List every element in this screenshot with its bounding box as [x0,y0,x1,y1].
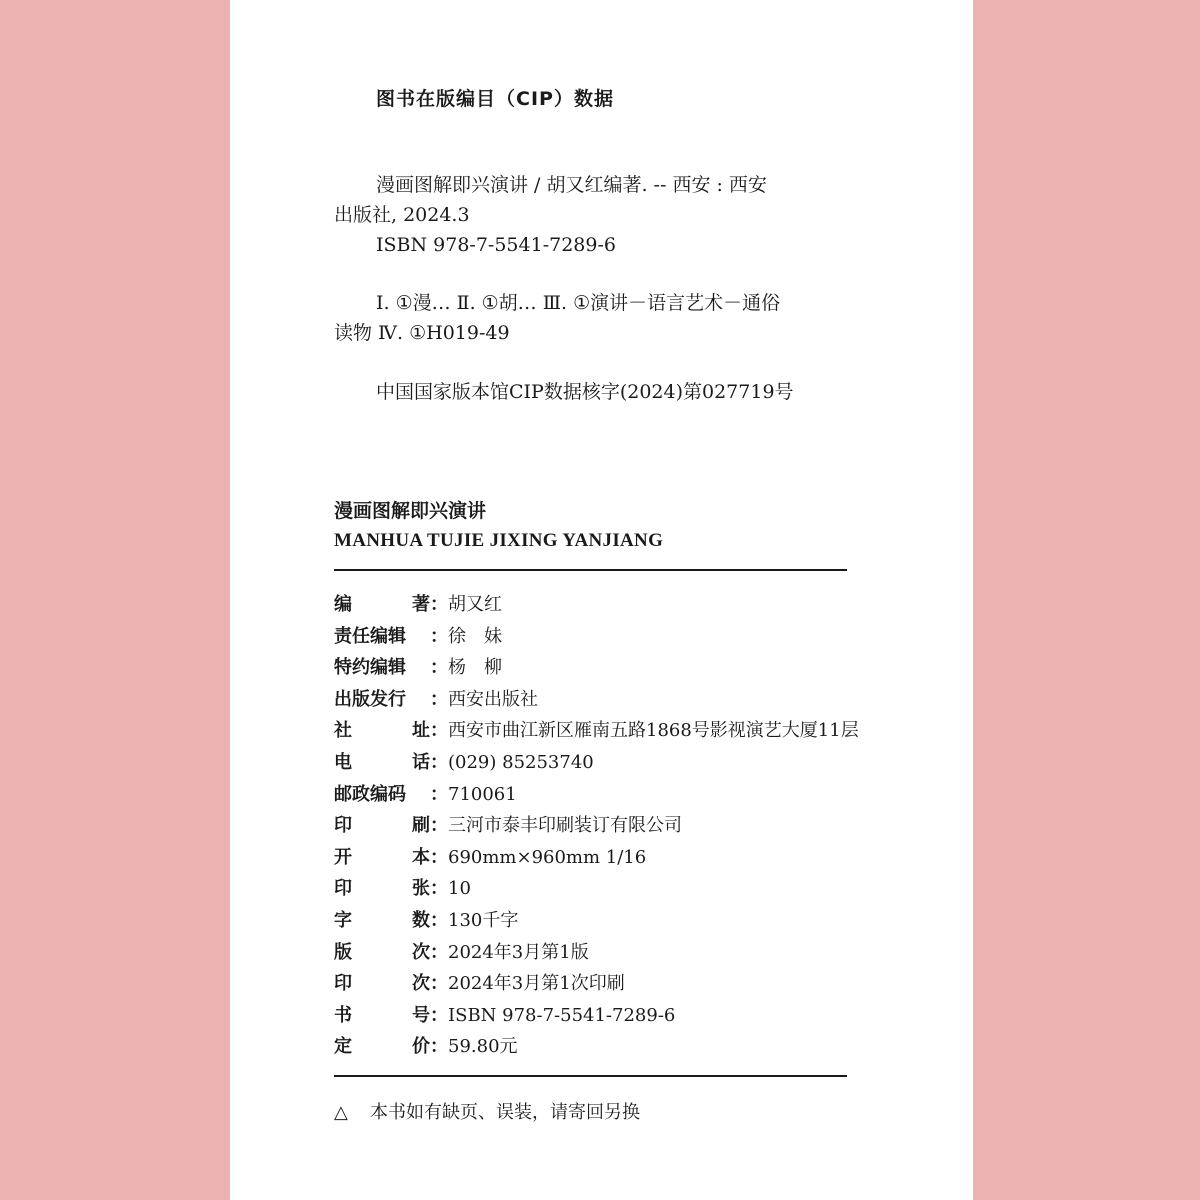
info-label [334,622,430,648]
info-label-part: 印 [334,973,352,995]
info-label [334,874,430,900]
info-label-part: 社 [334,720,352,742]
info-label [334,843,430,869]
info-label-part: 邮政编码 [334,783,406,805]
cip-classification [334,288,874,348]
info-colon: ： [430,783,448,805]
info-colon: ： [430,1036,448,1058]
info-label-part: 刷 [412,815,430,837]
info-value: 杨 柳 [448,657,502,679]
info-label-part: 次 [412,973,430,995]
info-row [334,685,934,717]
divider-bottom [334,1075,847,1077]
info-label-part: 话 [412,751,430,773]
info-colon: ： [430,846,448,868]
info-label [334,780,430,806]
info-label [334,653,430,679]
info-row [334,622,934,654]
info-value: 西安市曲江新区雁南五路1868号影视演艺大厦11层 [448,720,859,742]
notice [334,1098,640,1124]
info-value: 2024年3月第1版 [448,941,589,963]
info-label-part: 数 [412,909,430,931]
info-colon: ： [430,909,448,931]
info-label-part: 本 [412,846,430,868]
info-label-part: 价 [412,1036,430,1058]
info-row [334,716,934,748]
info-label-part: 址 [412,720,430,742]
info-label-part: 书 [334,1004,352,1026]
info-label [334,938,430,964]
cip-desc-line1: 漫画图解即兴演讲 / 胡又红编著. -- 西安 : 西安 [376,174,767,196]
info-label-part: 印 [334,815,352,837]
info-value: 胡又红 [448,594,502,615]
cip-check-number [334,377,874,407]
info-colon: ： [430,657,448,679]
info-row [334,780,934,812]
info-label-part: 出版发行 [334,688,406,710]
info-label [334,906,430,932]
info-label-part: 张 [412,878,430,900]
info-row [334,1032,934,1064]
info-value: 10 [448,878,471,900]
info-row [334,969,934,1001]
info-row [334,748,934,780]
info-label [334,969,430,995]
cip-isbn: ISBN 978-7-5541-7289-6 [376,234,616,256]
info-row [334,590,934,622]
info-colon: ： [430,973,448,995]
info-label-part: 著 [412,594,430,615]
info-value: 三河市泰丰印刷装订有限公司 [448,815,682,837]
info-label [334,1032,430,1058]
cip-class-line2: 读物 Ⅳ. ①H019-49 [334,322,510,344]
notice-text: 本书如有缺页、误装，请寄回另换 [370,1102,640,1123]
info-label-part: 特约编辑 [334,657,406,679]
info-label-part: 电 [334,751,352,773]
info-colon: ： [430,720,448,742]
info-label-part: 责任编辑 [334,625,406,647]
info-colon: ： [430,688,448,710]
info-label [334,685,430,711]
info-value: 710061 [448,783,517,805]
info-value: 徐 妹 [448,625,502,647]
info-label [334,1001,430,1027]
info-label-part: 开 [334,846,352,868]
info-colon: ： [430,878,448,900]
info-label [334,748,430,774]
info-row [334,938,934,970]
cip-check-line: 中国国家版本馆CIP数据核字(2024)第027719号 [376,381,794,403]
info-row [334,1001,934,1033]
info-value: 2024年3月第1次印刷 [448,973,625,995]
cip-heading: 图书在版编目（CIP）数据 [376,88,614,110]
info-row [334,906,934,938]
info-label-part: 字 [334,909,352,931]
cip-description [334,170,874,260]
info-value: 130千字 [448,909,519,931]
info-colon: ： [430,1004,448,1026]
info-label [334,590,430,616]
book-title-chinese: 漫画图解即兴演讲 [334,500,487,522]
info-colon: ： [430,941,448,963]
info-value: 59.80元 [448,1036,518,1058]
info-label [334,811,430,837]
book-title-pinyin: MANHUA TUJIE JIXING YANJIANG [334,530,664,551]
info-colon: ： [430,594,448,615]
info-label-part: 次 [412,941,430,963]
info-row [334,874,934,906]
info-row [334,653,934,685]
triangle-icon: △ [334,1102,348,1123]
info-label-part: 印 [334,878,352,900]
divider-top [334,569,847,571]
info-colon: ： [430,751,448,773]
info-label-part: 定 [334,1036,352,1058]
info-value: 西安出版社 [448,688,538,710]
info-row [334,811,934,843]
info-value: (029) 85253740 [448,751,594,773]
info-label-part: 号 [412,1004,430,1026]
info-label-part: 版 [334,941,352,963]
info-label [334,716,430,742]
info-value: 690mm×960mm 1/16 [448,846,647,868]
cip-desc-line2: 出版社, 2024.3 [334,204,470,226]
info-value: ISBN 978-7-5541-7289-6 [448,1004,676,1026]
info-row [334,843,934,875]
info-colon: ： [430,815,448,837]
info-label-part: 编 [334,594,352,615]
cip-class-line1: Ⅰ. ①漫… Ⅱ. ①胡… Ⅲ. ①演讲－语言艺术－通俗 [376,292,781,314]
copyright-page [230,0,973,1200]
info-colon: ： [430,625,448,647]
publication-info [334,590,934,1064]
